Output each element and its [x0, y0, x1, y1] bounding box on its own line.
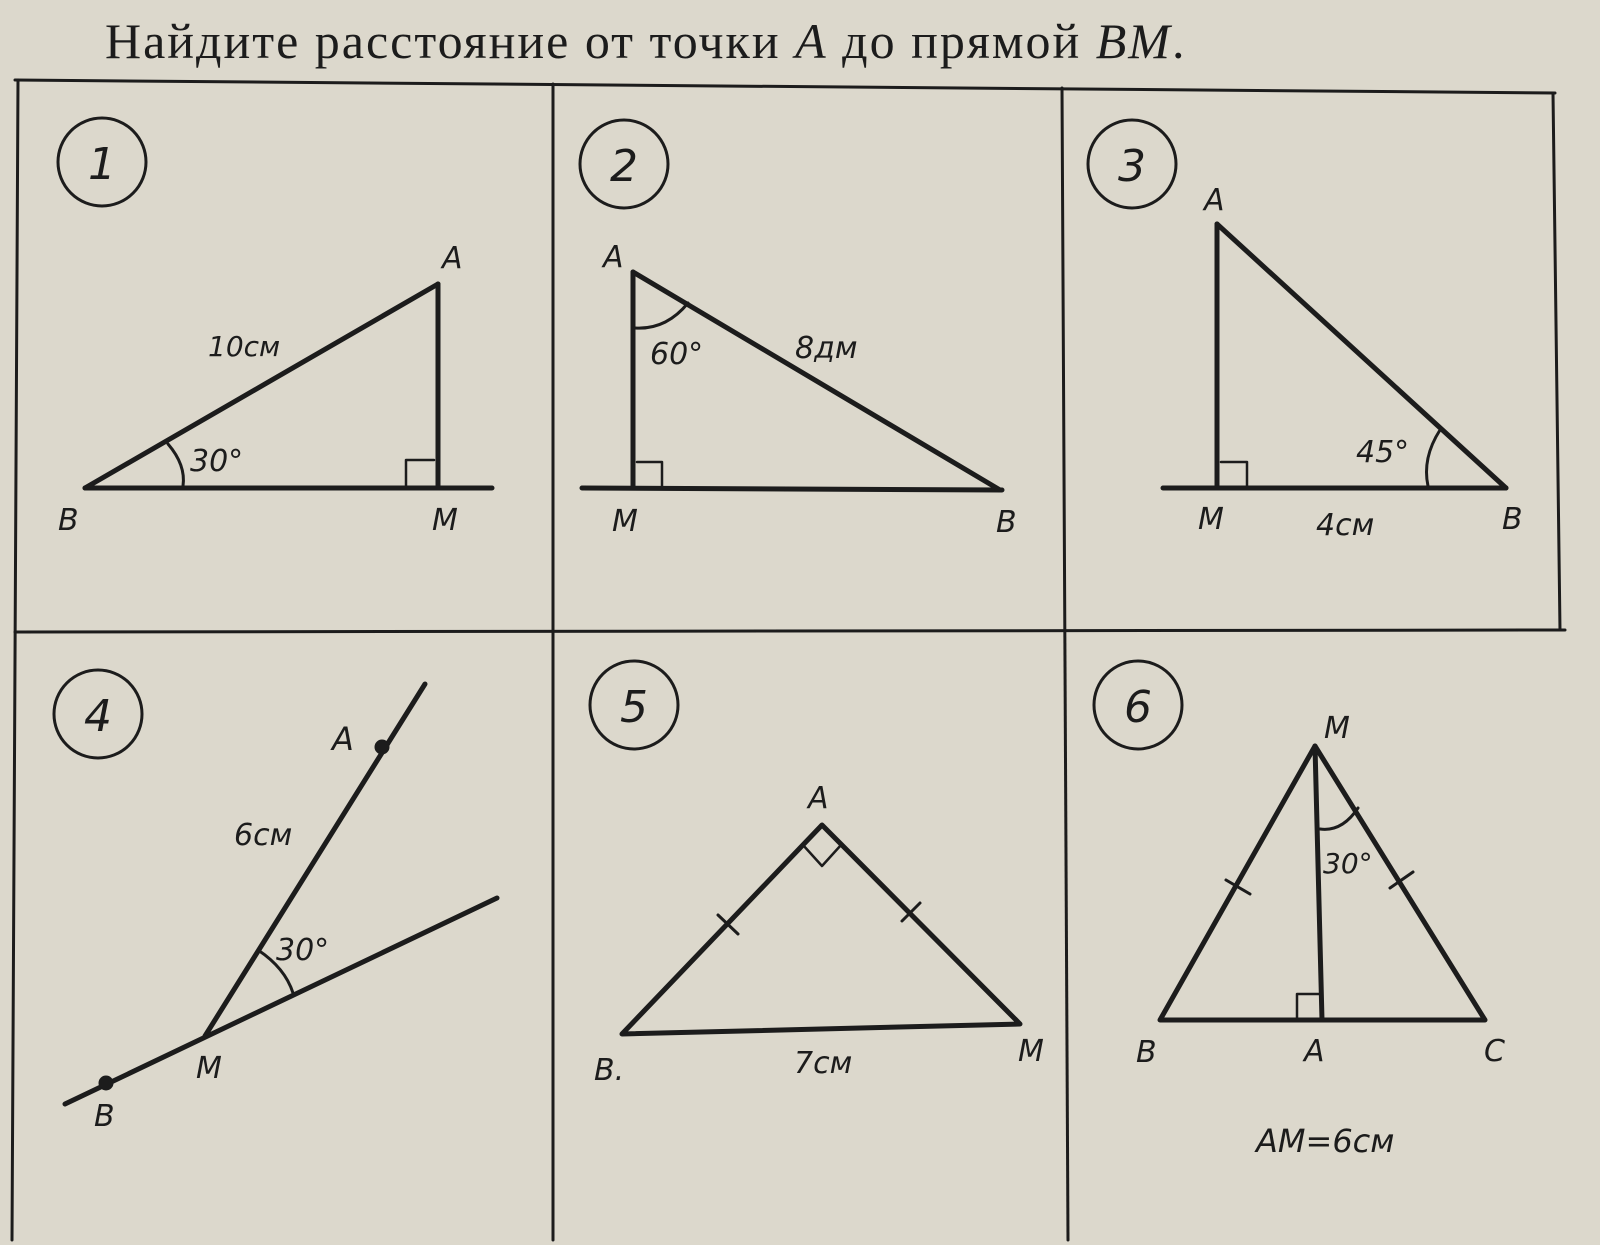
problem-3-right-angle-mark — [1221, 462, 1247, 486]
grid-lines — [12, 80, 1565, 1240]
problem-4-figure — [54, 670, 497, 1104]
problem-5-label-a: A — [808, 781, 829, 816]
problem-1-figure — [58, 118, 492, 488]
problem-1-hypotenuse — [85, 284, 438, 488]
problem-4-label-a: A — [332, 720, 354, 758]
problem-6-label-c: C — [1484, 1034, 1505, 1069]
problem-2-label-m: M — [612, 504, 638, 539]
problem-6-angle-arc — [1320, 808, 1358, 829]
grid-vertical-line-2 — [1062, 88, 1068, 1240]
heading-text-1: Найдите расстояние от точки — [105, 13, 796, 69]
problem-3-angle-arc — [1427, 430, 1441, 486]
problem-4-side-label: 6см — [234, 818, 293, 853]
problem-4-point-b — [99, 1076, 113, 1090]
problem-1-side-label: 10см — [208, 330, 281, 363]
grid-right-border — [1553, 93, 1560, 630]
problem-1-right-angle-mark — [406, 460, 434, 488]
problem-5-figure — [590, 661, 1020, 1034]
problem-5-label-b: B. — [594, 1053, 625, 1088]
problem-1-angle-arc — [168, 444, 183, 486]
heading-text-2: до прямой — [827, 13, 1096, 69]
heading-period: . — [1171, 13, 1187, 69]
problem-5-side-label: 7см — [794, 1046, 853, 1081]
problem-6-angle-label: 30° — [1323, 847, 1373, 880]
problem-4-angle-label: 30° — [276, 933, 330, 968]
problem-3-label-b: B — [1502, 502, 1523, 537]
problem-4-point-a — [375, 740, 389, 754]
problem-3-figure — [1088, 120, 1506, 488]
problem-6-figure — [1094, 661, 1485, 1020]
problem-2-line-mb — [582, 488, 1002, 490]
problem-3-number: 3 — [1118, 141, 1146, 192]
problem-3-angle-label: 45° — [1356, 435, 1410, 470]
problem-6-label-a: A — [1304, 1034, 1325, 1069]
problem-6-note: AM=6см — [1256, 1122, 1395, 1160]
problem-5-right-angle-mark — [803, 845, 841, 866]
heading-line-bm: BM — [1095, 13, 1172, 69]
problem-2-angle-label: 60° — [650, 337, 704, 372]
grid-top-border — [15, 80, 1555, 93]
problem-2-number: 2 — [610, 141, 638, 192]
grid-middle-line — [15, 630, 1565, 632]
problem-6-number: 6 — [1124, 682, 1152, 733]
problem-5-triangle — [622, 825, 1020, 1034]
problem-2-label-a: A — [603, 240, 624, 275]
problem-3-side-label: 4см — [1316, 508, 1375, 543]
problem-4-label-b: B — [94, 1099, 115, 1134]
problem-2-right-angle-mark — [637, 462, 662, 486]
problem-3-label-a: A — [1204, 183, 1225, 218]
problem-2-side-label: 8дм — [795, 331, 858, 366]
problem-1-label-b: B — [58, 503, 79, 538]
problem-6-label-b: B — [1136, 1035, 1157, 1070]
problem-6-label-m: M — [1324, 711, 1350, 746]
problem-1-angle-label: 30° — [190, 444, 244, 479]
problem-1-label-a: A — [442, 241, 463, 276]
grid-left-border — [12, 80, 18, 1240]
problem-1-number: 1 — [88, 139, 116, 190]
problem-4-line-bm — [65, 898, 497, 1104]
problem-3-label-m: M — [1198, 502, 1224, 537]
problem-4-number: 4 — [84, 691, 112, 742]
heading-point-a: A — [795, 13, 828, 69]
problem-5-label-m: M — [1018, 1034, 1044, 1069]
problem-2-angle-arc — [635, 303, 688, 328]
problem-5-number: 5 — [620, 682, 648, 733]
problem-6-height-ma — [1315, 746, 1322, 1020]
problem-6-right-angle-mark — [1297, 994, 1320, 1018]
problem-1-label-m: M — [432, 503, 458, 538]
problem-4-label-m: M — [196, 1051, 222, 1086]
problem-2-label-b: B — [996, 505, 1017, 540]
problem-2-figure — [580, 120, 1002, 490]
